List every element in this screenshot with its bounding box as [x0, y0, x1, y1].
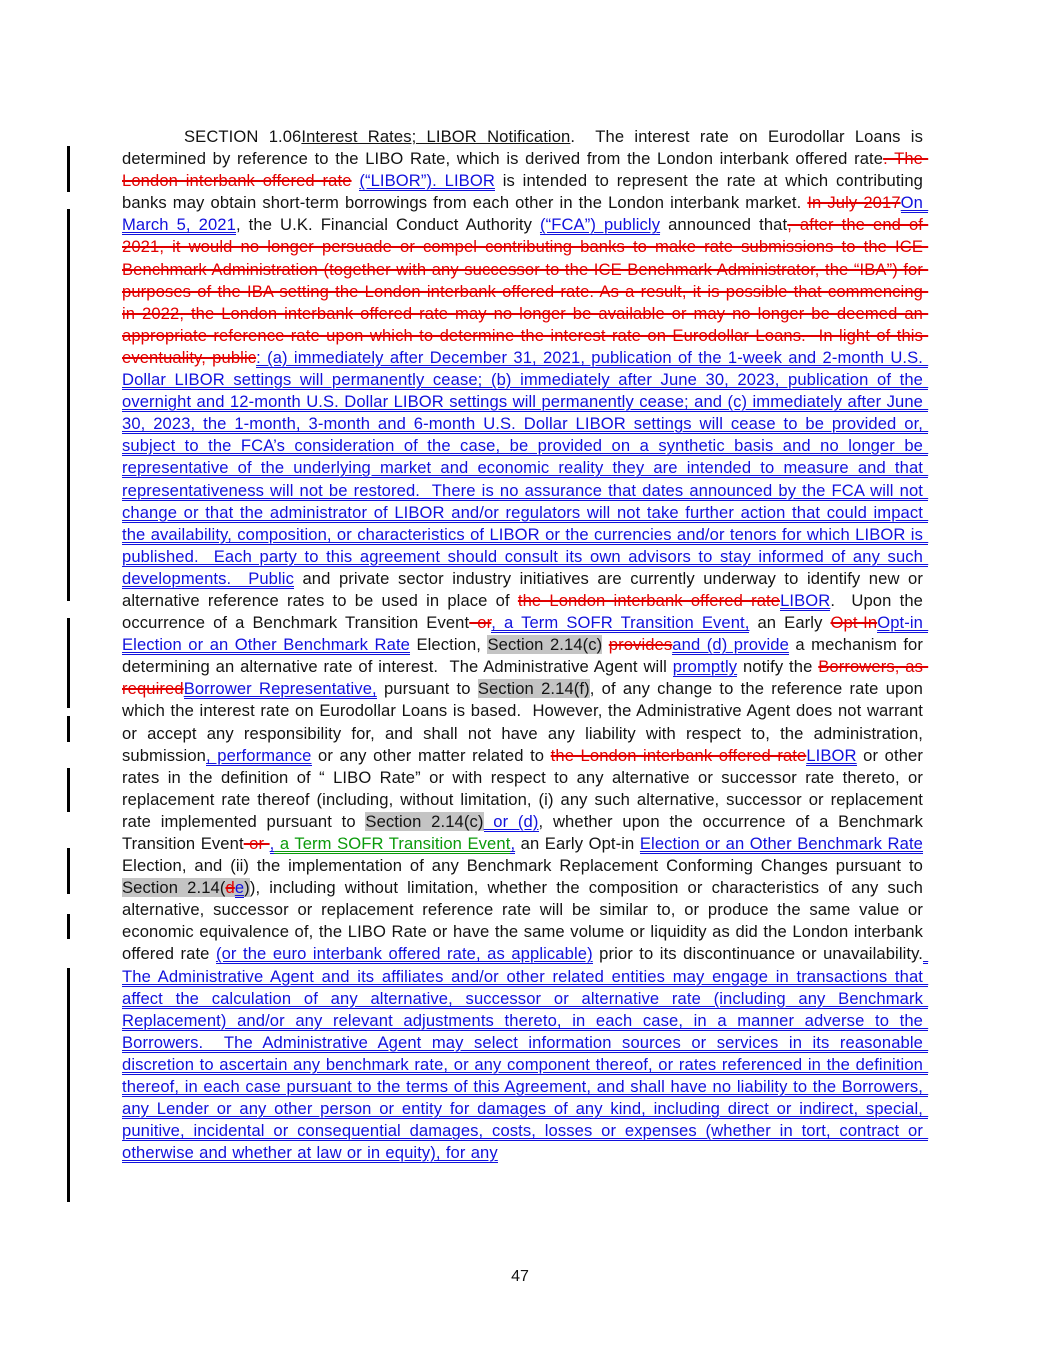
- insertion-run: Election or an Other Benchmark Rate: [639, 834, 924, 853]
- section-reference-highlight: ): [244, 878, 250, 898]
- deletion-run: provides: [608, 635, 673, 655]
- insertion-run: (“FCA”) publicly: [539, 215, 661, 235]
- section-reference-insertion: e: [234, 878, 245, 898]
- deletion-run: or: [243, 834, 270, 853]
- insertion-run: or (d): [483, 811, 539, 831]
- deletion-run: the London interbank offered rate: [517, 590, 781, 610]
- change-bar: [67, 848, 70, 894]
- insertion-run: (or the euro interbank offered rate, as applicable): [215, 944, 593, 964]
- body-text-run: SECTION 1.06: [184, 127, 302, 146]
- deletion-run: , after the end of 2021, it would no longer persuade or compel contributing banks to make rate submissions to the ICE Benchmark Administration (together with any successor to the ICE Benchmark Administrator, the “IBA”) for purposes of the IBA setting the London interbank offered rate. As a result, it is possible that commencing in 2022, the London interbank offered rate may no longer be available or may no longer be deemed an appropriate reference rate upon which to determine the interest rate on Eurodollar Loans. In light of this eventuality, public: [122, 215, 929, 367]
- insertion-run: (“LIBOR”). LIBOR: [359, 171, 495, 191]
- change-bar: [67, 209, 70, 601]
- insertion-run: , performance: [206, 745, 312, 765]
- body-text-run: ), including without limitation, whether the composition or characteristics of any such alternative, successor or replacement reference rate will be similar to, or produce the same value or economic equivalence of, the LIBO Rate or have the same volume or liquidity as did the London interbank offered rate: [122, 878, 929, 964]
- body-text-run: Election, and (ii) the implementation of any Benchmark Replacement Conforming Changes pursuant to: [122, 834, 929, 876]
- section-title: Interest Rates; LIBOR Notification: [301, 127, 571, 146]
- body-text-run: is intended to represent the rate at which contributing banks may obtain short-term borrowings from each other in the London interbank market.: [122, 171, 929, 213]
- contract-paragraph: [122, 126, 929, 1164]
- body-text-run: Election,: [410, 635, 488, 655]
- insertion-run: , a Term SOFR Transition Event,: [491, 613, 750, 633]
- insertion-run: LIBOR: [780, 590, 831, 610]
- body-text-run: , of any change to the reference rate upon which the interest rate on Eurodollar Loans is based. However, the Administrative Agent does not warrant or accept any responsibility for, and shall not have any liability with respect to, the administration, submission: [122, 679, 929, 765]
- change-bar: [67, 146, 70, 192]
- insertion-run: Opt-in Election or an Other Benchmark Rate: [122, 613, 929, 655]
- deletion-run: Borrowers, as required: [122, 657, 929, 699]
- deletion-run: the London interbank offered rate: [550, 745, 807, 765]
- section-reference-deletion: d: [225, 878, 235, 898]
- body-text-run: notify the: [737, 657, 819, 677]
- body-text-run: or any other matter related to: [311, 745, 551, 765]
- page-number: 47: [511, 1268, 529, 1285]
- insertion-run: The Administrative Agent and its affiliates and/or other related entities may engage in transactions that affect the calculation of any alternative, successor or alternative rate (including any Benchmark Replacement) and/or any relevant adjustments thereto, in each case, in a manner adverse to the Borrowers. The Administrative Agent may select information sources or services in its reasonable discretion to ascertain any benchmark rate, or any component thereof, or rates referenced in the definition thereof, in each case pursuant to the terms of this Agreement, and shall have no liability to the Borrowers, any Lender or any other person or entity for damages of any kind, including direct or indirect, special, punitive, incidental or consequential damages, costs, losses or expenses (whether in tort, contract or otherwise and whether at law or in equity), for any: [122, 944, 929, 1163]
- section-reference-highlight: Section 2.14(: [122, 878, 226, 898]
- insertion-run: On March 5, 2021: [122, 193, 929, 235]
- deletion-run: In July 2017: [807, 193, 901, 213]
- insertion-run: promptly: [672, 657, 738, 677]
- insertion-run-green: a Term SOFR Transition Event: [274, 834, 511, 853]
- insertion-run: LIBOR: [806, 745, 857, 765]
- body-text-run: pursuant to: [376, 679, 478, 699]
- body-text-run: prior to its discontinuance or unavailability.: [592, 944, 923, 964]
- insertion-run: ,: [269, 834, 275, 853]
- body-text-run: . The interest rate on Eurodollar Loans is determined by reference to the LIBO Rate, which is derived from the London interbank offered rate: [122, 127, 929, 169]
- body-text-run: an Early: [749, 613, 831, 633]
- body-text-run: announced that: [660, 215, 788, 235]
- deletion-run: . The London interbank offered rate: [122, 149, 929, 191]
- change-bar: [67, 968, 70, 1202]
- change-bar: [67, 618, 70, 708]
- deletion-run: or: [469, 613, 492, 633]
- body-text-run: . Upon the occurrence of a Benchmark Transition Event: [122, 590, 929, 633]
- change-bar: [67, 768, 70, 812]
- body-text-run: an Early Opt-in: [515, 834, 640, 853]
- body-text-run: or other rates in the definition of “ LIBO Rate” or with respect to any alternative or successor rate thereto, or replacement rate thereof (including, without limitation, (i) any such alternative, successor or replacement rate implemented pursuant to: [122, 745, 929, 831]
- section-reference-highlight: Section 2.14(f): [477, 679, 590, 699]
- body-text-run: , whether upon the occurrence of a Benchmark Transition Event: [122, 811, 928, 853]
- change-bar: [67, 716, 70, 742]
- deletion-run: Opt-In: [830, 613, 878, 633]
- body-text-run: and private sector industry initiatives are currently underway to identify new or alternative reference rates to be used in place of: [122, 568, 929, 610]
- body-text-run: a mechanism for determining an alternative rate of interest. The Administrative Agent will: [122, 635, 929, 677]
- insertion-run: Borrower Representative,: [183, 679, 377, 699]
- change-bar: [67, 914, 70, 939]
- section-reference-highlight: Section 2.14(c): [365, 811, 484, 831]
- body-text-run: , the U.K. Financial Conduct Authority: [235, 215, 540, 235]
- section-reference-highlight: Section 2.14(c): [487, 635, 603, 655]
- insertion-run: and (d) provide: [672, 635, 789, 655]
- insertion-run: ,: [510, 834, 516, 853]
- insertion-run: : (a) immediately after December 31, 2021, publication of the 1-week and 2-month U.S. Dollar LIBOR settings will permanently cease; (b) immediately after June 30, 2023, publication of the overnight and 12-month U.S. Dollar LIBOR settings will permanently cease; and (c) immediately after June 30, 2023, the 1-month, 3-month and 6-month U.S. Dollar LIBOR settings will cease to be provided or, subject to the FCA’s consideration of the case, be provided on a synthetic basis and no longer be representative of the underlying market and economic reality they are intended to measure and that representativeness will not be restored. There is no assurance that dates announced by the FCA will not change or that the administrator of LIBOR and/or regulators will not take further action that could impact the availability, composition, or characteristics of LIBOR or the currencies and/or tenors for which LIBOR is published. Each party to this agreement should consult its own advisors to stay informed of any such developments. Public: [122, 347, 929, 588]
